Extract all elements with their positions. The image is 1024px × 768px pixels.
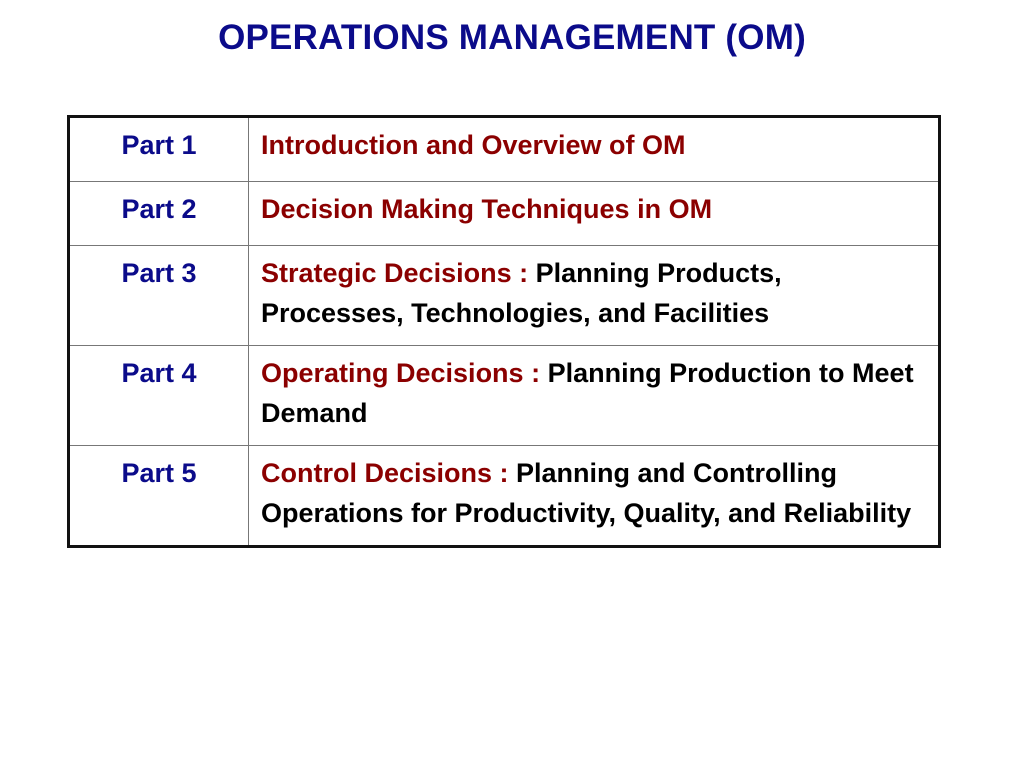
table-row <box>69 117 940 182</box>
part-description <box>249 182 940 246</box>
description-lead: Strategic Decisions : <box>261 258 529 288</box>
table-row <box>69 182 940 246</box>
description-rest: Planning Products, Processes, Technologies, and Facilities <box>261 258 782 328</box>
description-lead: Operating Decisions : <box>261 358 541 388</box>
description-lead: Control Decisions : <box>261 458 509 488</box>
part-label: Part 5 <box>69 446 249 547</box>
table-row <box>69 346 940 446</box>
description-lead: Introduction and Overview of OM <box>261 130 686 160</box>
part-label: Part 1 <box>69 117 249 182</box>
parts-table <box>67 115 941 548</box>
part-description <box>249 117 940 182</box>
part-description <box>249 346 940 446</box>
description-rest: Planning Production to Meet Demand <box>261 358 914 428</box>
slide-title: OPERATIONS MANAGEMENT (OM) <box>218 18 806 57</box>
description-rest: Planning and Controlling Operations for Productivity, Quality, and Reliability <box>261 458 912 528</box>
table-row <box>69 246 940 346</box>
part-description <box>249 246 940 346</box>
description-lead: Decision Making Techniques in OM <box>261 194 713 224</box>
table-row <box>69 446 940 547</box>
part-description <box>249 446 940 547</box>
part-label: Part 3 <box>69 246 249 346</box>
part-label: Part 2 <box>69 182 249 246</box>
part-label: Part 4 <box>69 346 249 446</box>
